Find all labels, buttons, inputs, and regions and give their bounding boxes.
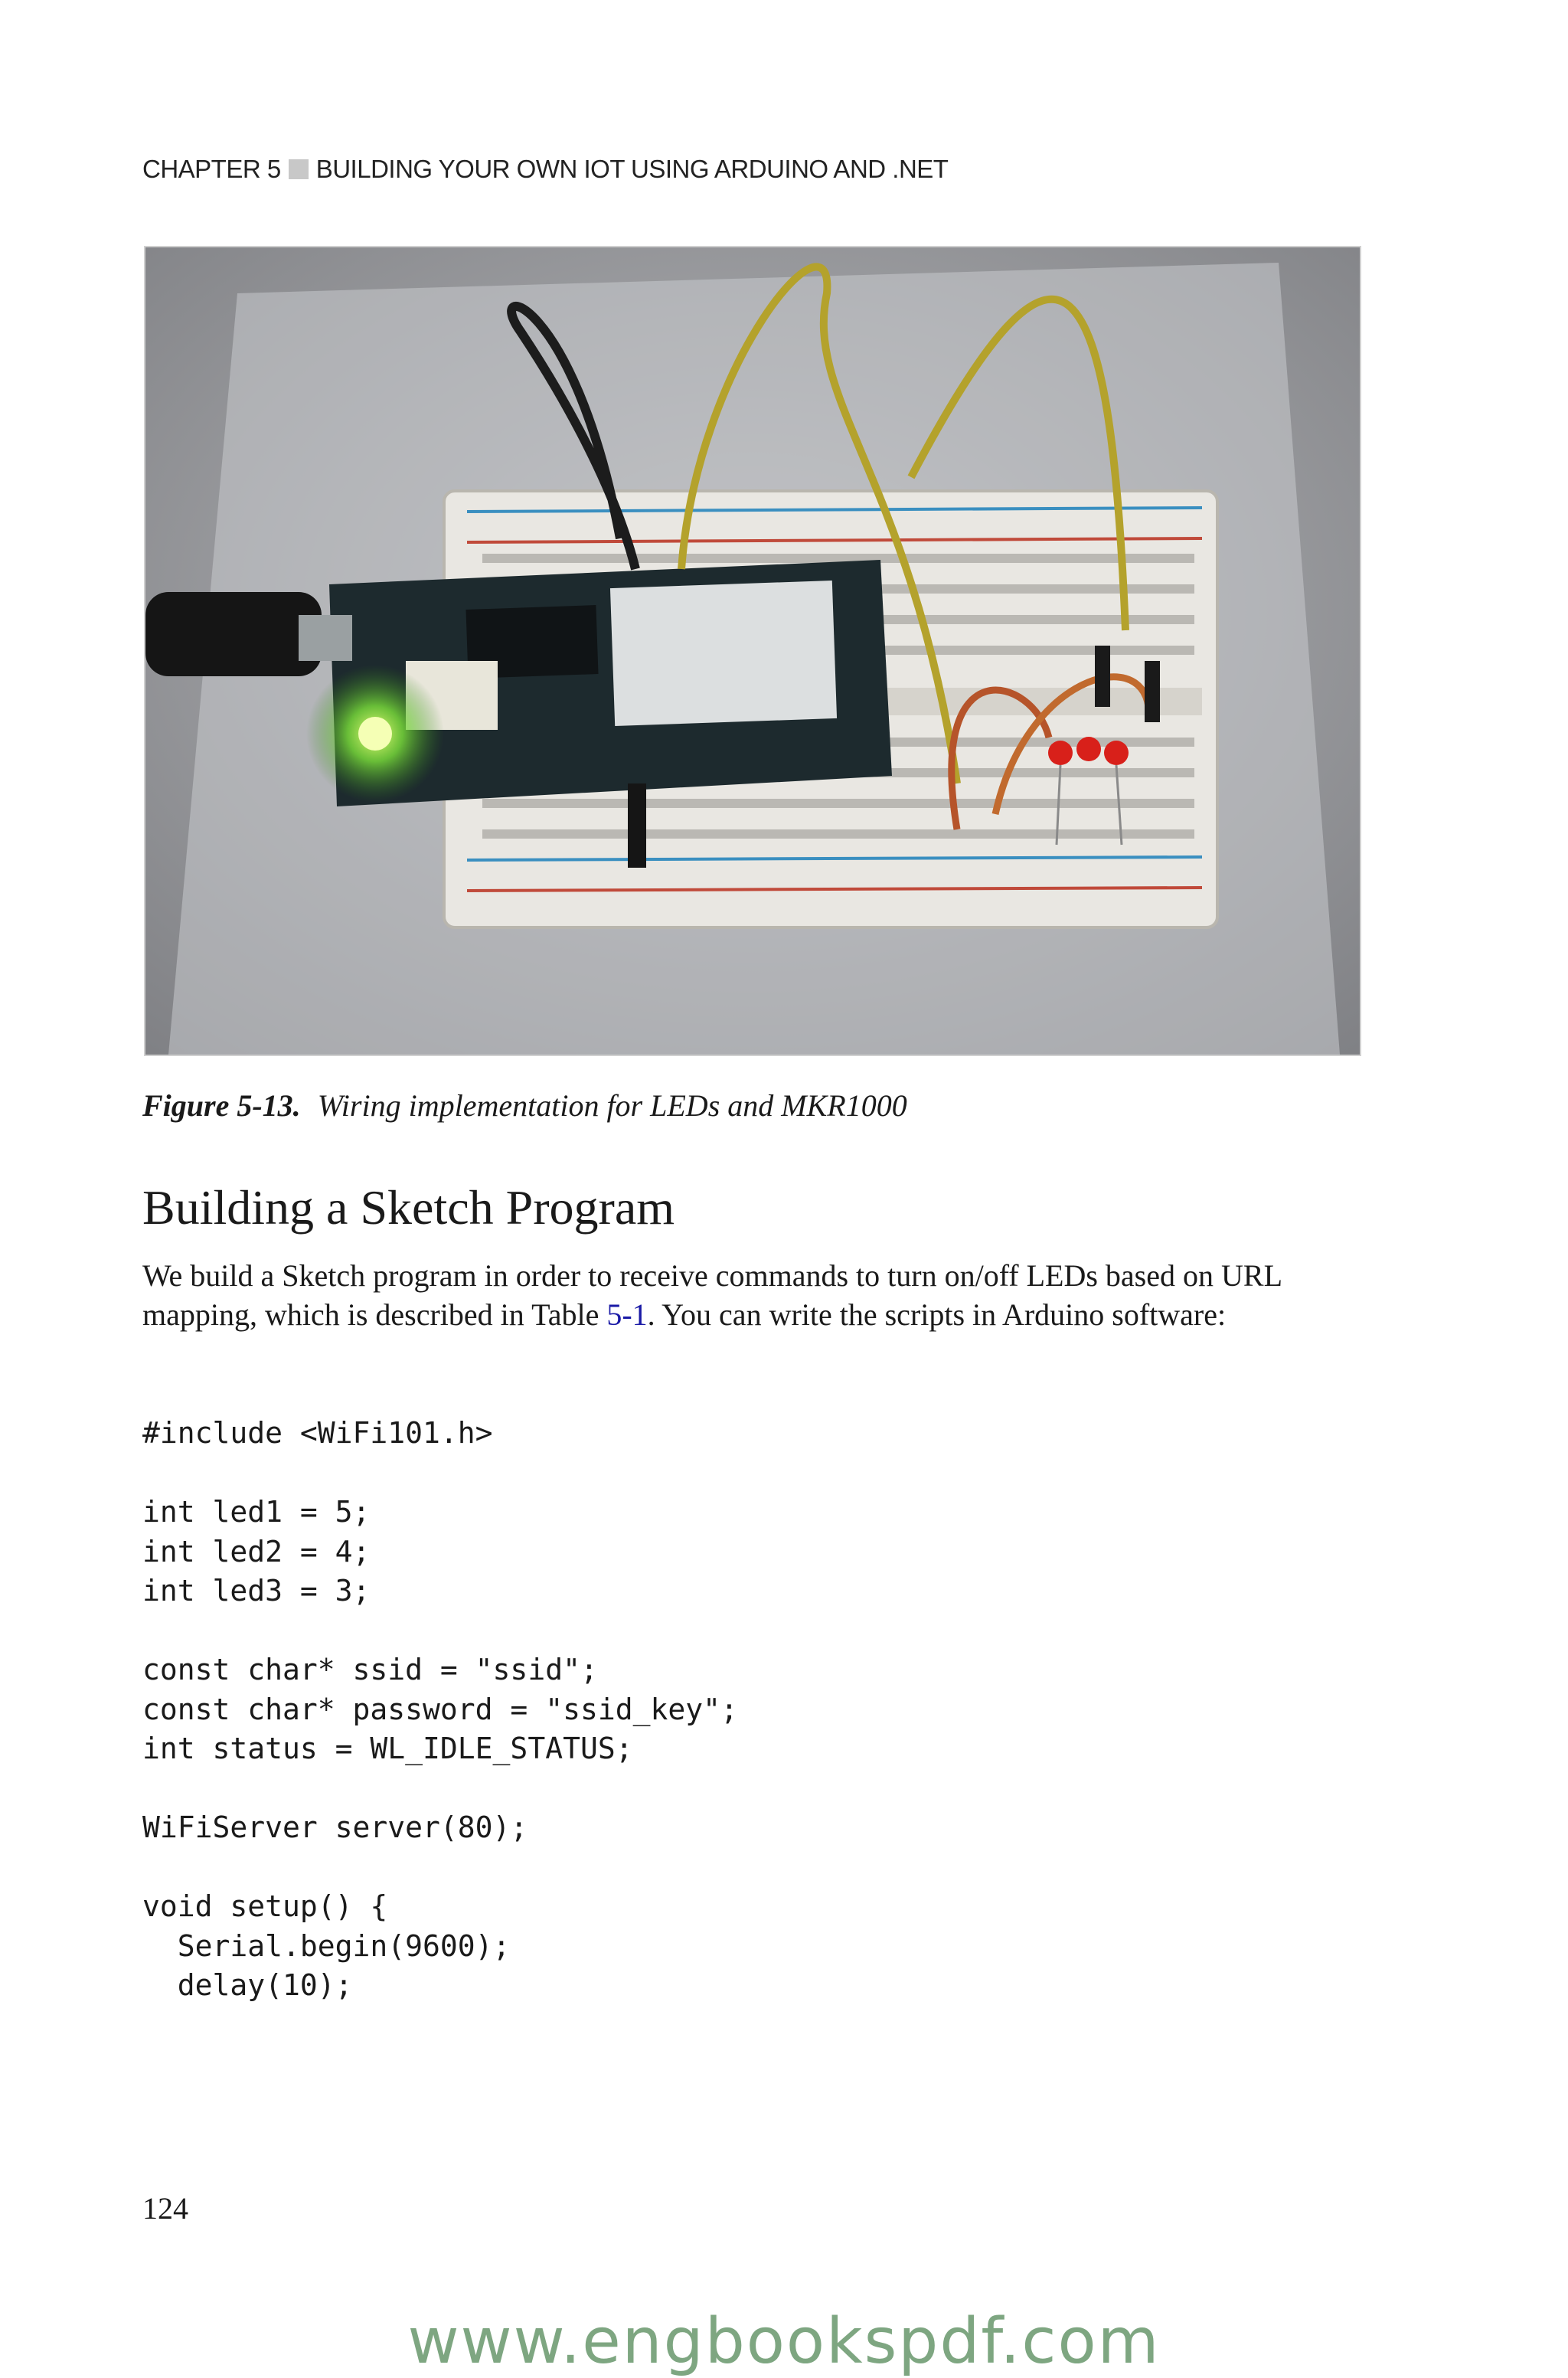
figure-caption-text: Wiring implementation for LEDs and MKR1000	[317, 1088, 907, 1123]
paragraph-text-after: . You can write the scripts in Arduino software:	[647, 1297, 1227, 1332]
figure-photo	[144, 246, 1361, 1056]
page-number: 124	[142, 2191, 188, 2226]
running-header	[142, 155, 948, 184]
chapter-label: CHAPTER 5	[142, 155, 281, 183]
code-listing: #include <WiFi101.h> int led1 = 5; int led2 = 4; int led3 = 3; const char* ssid = "ssid"; const char* password = "ssid_key"; int status = WL_IDLE_STATUS; WiFiServer server(80); void setup() { Serial.begin(9600); delay(10);	[142, 1416, 738, 2002]
figure-caption	[142, 1088, 907, 1124]
table-reference-link[interactable]: 5-1	[606, 1297, 648, 1332]
breadboard-photo-illustration	[145, 247, 1360, 1055]
chapter-title: BUILDING YOUR OWN IOT USING ARDUINO AND .NET	[315, 155, 949, 183]
body-paragraph	[142, 1256, 1360, 1334]
figure-number: Figure 5-13.	[142, 1088, 301, 1123]
paragraph-text-before: We build a Sketch program in order to receive commands to turn on/off LEDs based on URL mapping, which is described in Table	[142, 1258, 1282, 1332]
watermark: www.engbookspdf.com	[407, 2305, 1161, 2378]
header-separator-square	[289, 159, 309, 179]
section-title: Building a Sketch Program	[142, 1180, 675, 1235]
